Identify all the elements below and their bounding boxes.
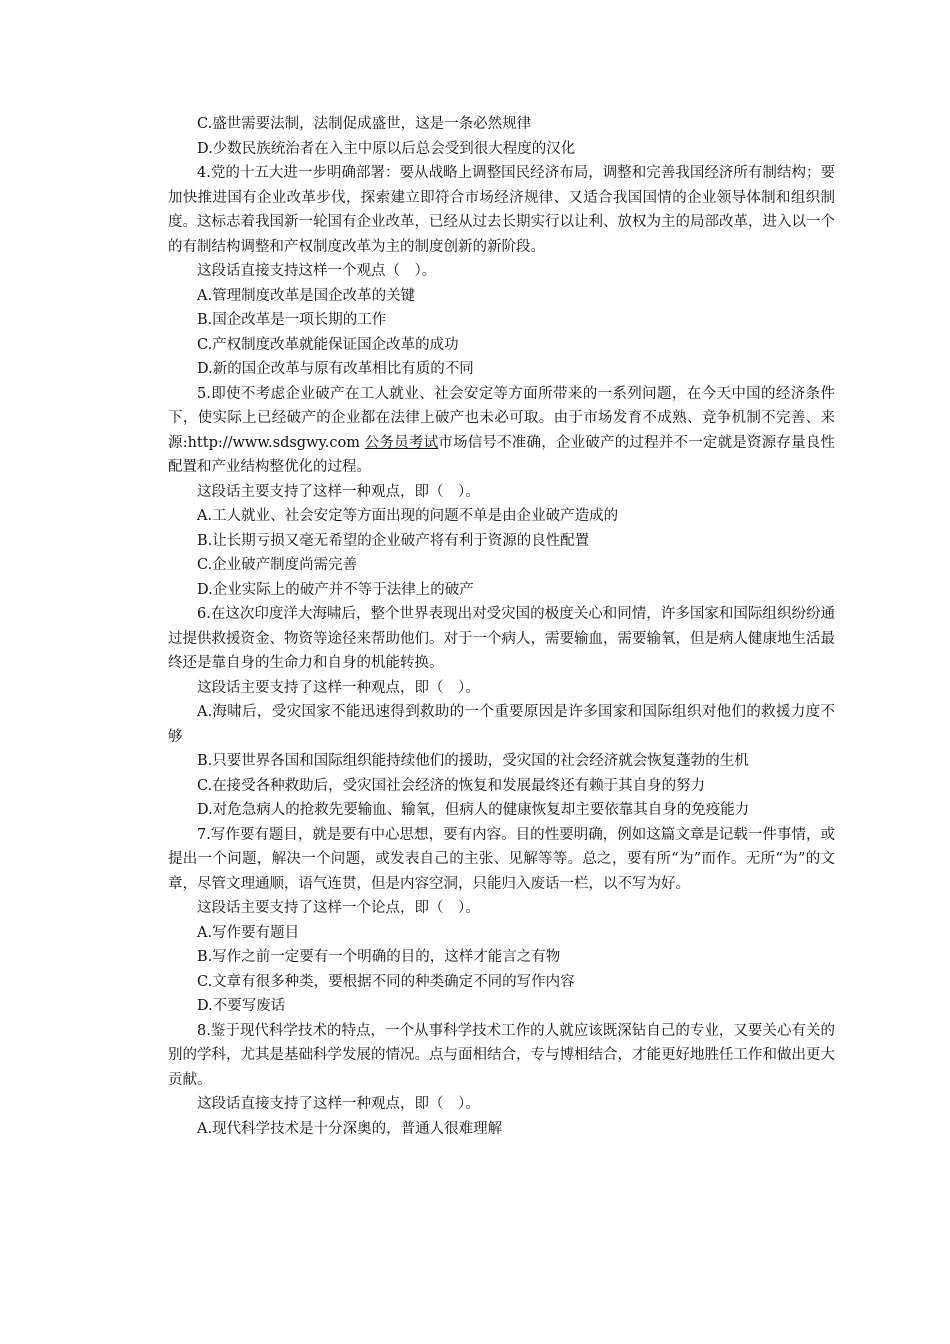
question-7-text: 7.写作要有题目，就是要有中心思想，要有内容。目的性要明确，例如这篇文章是记载一件事情，或提出一个问题，解决一个问题，或发表自己的主张、见解等等。总之，要有所“为”而作。无所“为”的文章，尽管文理通顺，语气连贯，但是内容空洞，只能归入废话一栏，以不写为好。 <box>168 826 835 892</box>
question-6-text: 6.在这次印度洋大海啸后，整个世界表现出对受灾国的极度关心和同情，许多国家和国际组织纷纷通过提供救援资金、物资等途径来帮助他们。对于一个病人，需要输血，需要输氧，但是病人健康地生活最终还是靠自身的生命力和自身的机能转换。 <box>168 606 835 671</box>
question-7-option-a: A.写作要有题目 <box>197 924 300 941</box>
question-8-text: 8.鉴于现代科学技术的特点，一个从事科学技术工作的人就应该既深钻自己的专业，又要关心有关的别的学科，尤其是基础科学发展的情况。点与面相结合，专与博相结合，才能更好地胜任工作和做出更大贡献。 <box>168 1022 835 1088</box>
question-5-option-b: B.让长期亏损又毫无希望的企业破产将有利于资源的良性配置 <box>197 532 590 549</box>
question-5-text-post: 市场信号不准确，企业破产的过程并不一定就是资源存量良性配置和产业结构整优化的过程。 <box>168 434 836 475</box>
civil-service-exam-link[interactable]: 公务员考试 <box>364 434 439 451</box>
question-6-option-c: C.在接受各种救助后，受灾国社会经济的恢复和发展最终还有赖于其自身的努力 <box>197 777 706 794</box>
option-line: C.盛世需要法制，法制促成盛世，这是一条必然规律 <box>197 116 532 132</box>
question-4-option-a: A.管理制度改革是国企改革的关键 <box>197 287 416 304</box>
question-4-text: 4.党的十五大进一步明确部署：要从战略上调整国民经济布局，调整和完善我国经济所有制结构；要加快推进国有企业改革步伐，探索建立即符合市场经济规律、又适合我国国情的企业领导体制和组织制度。这标志着我国新一轮国有企业改革，已经从过去长期实行以让利、放权为主的局部改革，进入以一个的有制结构调整和产权制度改革为主的制度创新的新阶段。 <box>168 165 835 255</box>
question-4-option-b: B.国企改革是一项长期的工作 <box>197 312 387 328</box>
document-page <box>168 112 835 1141</box>
question-5-option-d: D.企业实际上的破产并不等于法律上的破产 <box>197 581 474 598</box>
question-7-option-b: B.写作之前一定要有一个明确的目的，这样才能言之有物 <box>197 949 561 965</box>
question-7-prompt: 这段话主要支持了这样一个论点，即（ ）。 <box>197 900 480 916</box>
question-6-option-a: A.海啸后，受灾国家不能迅速得到救助的一个重要原因是许多国家和国际组织对他们的救援力度不够 <box>168 704 835 745</box>
question-8-prompt: 这段话直接支持了这样一种观点，即（ ）。 <box>197 1096 480 1112</box>
question-6-option-b: B.只要世界各国和国际组织能持续他们的援助，受灾国的社会经济就会恢复蓬勃的生机 <box>197 753 749 769</box>
question-7-option-d: D.不要写废话 <box>197 998 286 1014</box>
question-5-option-a: A.工人就业、社会安定等方面出现的问题不单是由企业破产造成的 <box>197 508 619 524</box>
question-6-prompt: 这段话主要支持了这样一种观点，即（ ）。 <box>197 679 480 696</box>
question-4-option-c: C.产权制度改革就能保证国企改革的成功 <box>197 336 459 353</box>
question-4-prompt: 这段话直接支持这样一个观点（ ）。 <box>197 263 437 279</box>
option-line: D.少数民族统治者在入主中原以后总会受到很大程度的汉化 <box>197 140 576 157</box>
question-5-prompt: 这段话主要支持了这样一种观点，即（ ）。 <box>197 483 480 500</box>
question-7-option-c: C.文章有很多种类，要根据不同的种类确定不同的写作内容 <box>197 973 575 990</box>
question-8-option-a: A.现代科学技术是十分深奥的，普通人很难理解 <box>197 1120 503 1137</box>
question-5-text-pre: 5.即使不考虑企业破产在工人就业、社会安定等方面所带来的一系列问题，在今天中国的经济条件下，使实际上已经破产的企业都在法律上破产也未必可取。由于市场发育不成熟、竞争机制不完善、来源:http://www.sdsgwy.com <box>168 385 835 451</box>
question-6-option-d: D.对危急病人的抢救先要输血、输氧，但病人的健康恢复却主要依靠其自身的免疫能力 <box>197 802 750 818</box>
question-4-option-d: D.新的国企改革与原有改革相比有质的不同 <box>197 361 474 377</box>
question-5-option-c: C.企业破产制度尚需完善 <box>197 557 358 573</box>
question-5-text <box>168 382 835 480</box>
